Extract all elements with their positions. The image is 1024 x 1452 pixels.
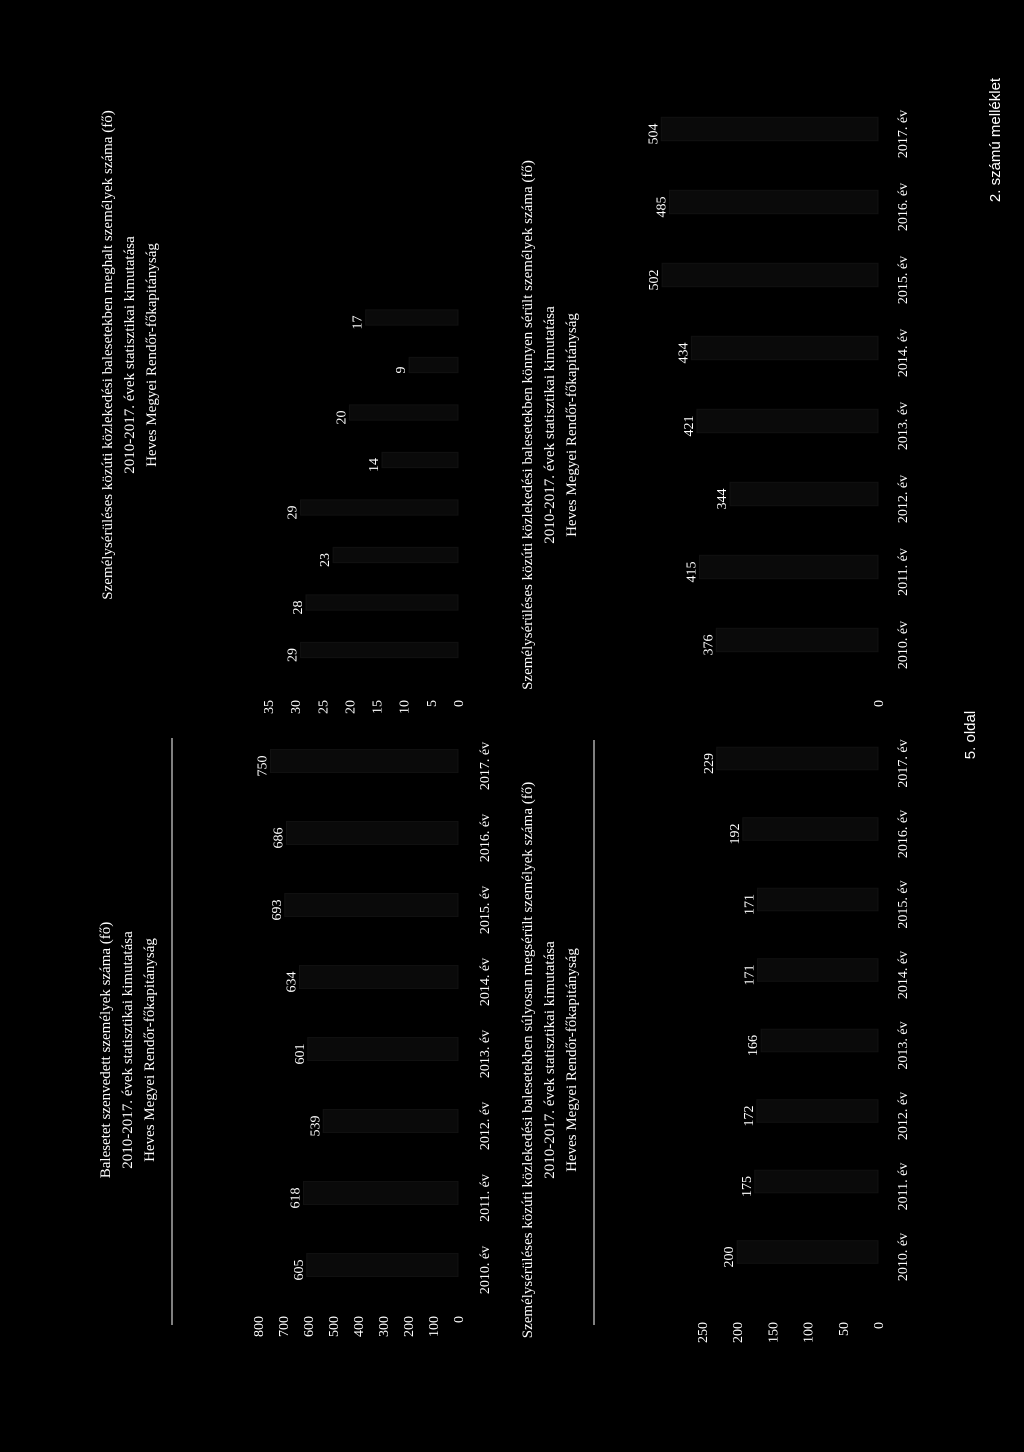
value-label: 344	[715, 488, 731, 510]
ytick-label: 0	[452, 700, 467, 707]
category-label: 2016. év	[896, 182, 911, 232]
chart-lightly-injured	[520, 110, 911, 707]
bar-2017	[366, 310, 458, 325]
category-label: 2013. év	[896, 1021, 911, 1070]
chart-2-title: Személysérüléses közúti közlekedési balesetekben meghalt személyek száma (fő)	[100, 110, 116, 600]
bar-2014	[300, 965, 459, 988]
category-label: 2010. év	[896, 1232, 911, 1282]
bar-2016	[743, 818, 878, 841]
chart-2-source: Heves Megyei Rendőr-főkapitányság	[144, 243, 160, 467]
category-label: 2017. év	[478, 741, 493, 791]
value-label: 421	[681, 415, 697, 437]
category-label: 2017. év	[896, 739, 911, 788]
category-label: 2015. év	[478, 885, 493, 935]
bar-2010	[716, 628, 878, 651]
ytick-label: 400	[352, 1316, 367, 1337]
bar-2010	[301, 642, 458, 657]
ytick-label: 300	[377, 1316, 392, 1337]
bar-2011	[755, 1170, 878, 1193]
category-label: 2010. év	[478, 1245, 493, 1295]
category-label: 2015. év	[896, 880, 911, 929]
bar-2015	[349, 405, 458, 420]
bar-2016	[669, 190, 878, 213]
category-label: 2014. év	[896, 950, 911, 1000]
bar-2010	[737, 1241, 878, 1264]
category-label: 2012. év	[478, 1101, 493, 1151]
annex-label: 2. számú melléklet	[987, 77, 1004, 203]
ytick-label: 0	[872, 700, 887, 707]
chart-1-title: Balesetet szenvedett személyek száma (fő)	[98, 921, 114, 1179]
bar-2012	[333, 547, 458, 562]
chart-3-title: Személysérüléses közúti közlekedési balesetekben súlyosan megsérült személyek száma (fő)	[520, 781, 536, 1339]
ytick-label: 50	[836, 1322, 852, 1336]
bar-2013	[301, 500, 458, 515]
ytick-label: 20	[343, 700, 359, 714]
ytick-label: 200	[402, 1316, 417, 1337]
chart-3-plot	[696, 739, 911, 1343]
bar-2013	[761, 1029, 878, 1052]
category-label: 2014. év	[478, 957, 493, 1007]
chart-1-source: Heves Megyei Rendőr-főkapitányság	[142, 938, 158, 1162]
category-label: 2015. év	[896, 255, 911, 305]
chart-1-subtitle: 2010-2017. évek statisztikai kimutatása	[120, 931, 136, 1169]
bar-2013	[697, 409, 878, 432]
ytick-label: 5	[424, 700, 440, 707]
ytick-label: 0	[452, 1316, 467, 1323]
value-label: 415	[684, 561, 700, 583]
value-label: 29	[285, 648, 301, 662]
bar-2013	[308, 1037, 458, 1060]
ytick-label: 200	[731, 1322, 747, 1343]
ytick-label: 150	[766, 1322, 782, 1343]
bar-2015	[285, 893, 458, 916]
value-label: 601	[292, 1043, 308, 1065]
value-label: 28	[291, 600, 306, 615]
bar-2012	[323, 1109, 458, 1132]
chart-2-subtitle: 2010-2017. évek statisztikai kimutatása	[122, 236, 138, 474]
ytick-label: 10	[397, 700, 413, 714]
value-label: 29	[285, 505, 301, 520]
ytick-label: 100	[427, 1316, 442, 1337]
ytick-label: 0	[872, 1322, 887, 1329]
value-label: 229	[701, 753, 717, 774]
category-label: 2013. év	[478, 1029, 493, 1079]
category-label: 2016. év	[896, 809, 911, 859]
bar-2016	[287, 821, 459, 844]
ytick-label: 25	[316, 700, 332, 714]
bar-2011	[304, 1181, 459, 1204]
value-label: 14	[367, 458, 382, 472]
bar-2010	[307, 1253, 458, 1276]
value-label: 502	[647, 269, 663, 291]
value-label: 686	[271, 827, 287, 849]
chart-4-source: Heves Megyei Rendőr-főkapitányság	[564, 313, 580, 537]
ytick-label: 500	[327, 1316, 342, 1337]
ytick-label: 700	[277, 1316, 292, 1337]
value-label: 434	[676, 342, 692, 364]
ytick-label: 15	[370, 700, 386, 714]
bar-2017	[271, 749, 459, 772]
value-label: 171	[742, 964, 758, 986]
ytick-label: 800	[252, 1316, 267, 1337]
category-label: 2017. év	[896, 109, 911, 159]
category-label: 2011. év	[896, 1162, 911, 1211]
value-label: 504	[646, 123, 662, 145]
ytick-label: 250	[696, 1322, 711, 1343]
value-label: 166	[746, 1035, 762, 1056]
ytick-label: 100	[801, 1322, 817, 1343]
bar-2017	[661, 117, 878, 140]
value-label: 9	[394, 366, 410, 374]
value-label: 23	[318, 553, 334, 567]
category-label: 2012. év	[896, 474, 911, 524]
bar-2011	[700, 555, 878, 578]
chart-injured-total	[98, 738, 493, 1337]
chart-3-source: Heves Megyei Rendőr-főkapitányság	[564, 948, 580, 1172]
value-label: 171	[742, 894, 758, 915]
bar-2012	[730, 482, 878, 505]
bar-2017	[717, 747, 878, 770]
chart-2-plot	[262, 310, 467, 714]
value-label: 634	[284, 971, 300, 993]
value-label: 693	[269, 899, 285, 921]
bar-2015	[662, 263, 878, 286]
page-number: 5. oldal	[962, 710, 979, 760]
chart-killed	[100, 110, 467, 714]
bar-2015	[758, 888, 878, 911]
value-label: 750	[255, 755, 271, 777]
category-label: 2016. év	[478, 813, 493, 863]
category-label: 2013. év	[896, 401, 911, 451]
value-label: 539	[308, 1115, 324, 1137]
value-label: 376	[701, 634, 717, 656]
value-label: 200	[722, 1246, 738, 1268]
bar-2011	[306, 595, 458, 610]
value-label: 17	[350, 315, 366, 330]
bar-2016	[409, 357, 458, 372]
category-label: 2012. év	[896, 1091, 911, 1141]
value-label: 618	[288, 1187, 304, 1209]
value-label: 20	[334, 410, 350, 425]
category-label: 2011. év	[478, 1174, 493, 1222]
value-label: 172	[741, 1105, 757, 1127]
ytick-label: 30	[289, 700, 305, 714]
bar-2014	[382, 452, 458, 467]
category-label: 2011. év	[896, 548, 911, 596]
chart-4-subtitle: 2010-2017. évek statisztikai kimutatása	[542, 306, 558, 544]
chart-4-plot	[646, 110, 911, 707]
ytick-label: 35	[262, 700, 277, 714]
category-label: 2014. év	[896, 328, 911, 378]
value-label: 485	[654, 196, 670, 218]
bar-2014	[758, 959, 878, 982]
chart-seriously-injured	[520, 739, 911, 1343]
chart-4-title: Személysérüléses közúti közlekedési balesetekben könnyen sérült személyek száma (fő)	[520, 160, 536, 690]
bar-2012	[757, 1100, 878, 1123]
value-label: 175	[739, 1176, 755, 1197]
value-label: 192	[727, 823, 743, 845]
chart-1-plot	[252, 742, 493, 1337]
bar-2014	[691, 336, 878, 359]
category-label: 2010. év	[896, 620, 911, 670]
chart-3-subtitle: 2010-2017. évek statisztikai kimutatása	[542, 941, 558, 1179]
ytick-label: 600	[302, 1316, 317, 1337]
value-label: 605	[291, 1259, 307, 1281]
